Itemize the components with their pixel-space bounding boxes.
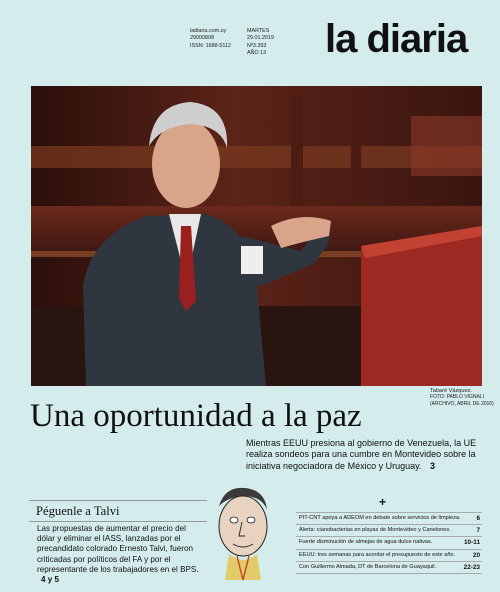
index-item-page: 6 bbox=[476, 515, 480, 522]
caption-archive: (ARCHIVO, ABRIL DE 2016) bbox=[430, 400, 494, 407]
index-item-page: 22-23 bbox=[463, 563, 480, 571]
index-item-text: EEUU: tres semanas para acordar el presupuesto de este año. bbox=[299, 551, 456, 558]
index-item-text: PIT-CNT apoya a ADEOM en debate sobre servicios de limpieza. bbox=[299, 515, 461, 521]
index-item[interactable] bbox=[296, 525, 482, 537]
index-item[interactable] bbox=[296, 562, 482, 574]
index-item-text: Alerta: cianobacterias en playas de Montevideo y Canelones. bbox=[299, 527, 451, 534]
masthead-date bbox=[247, 28, 274, 58]
issn-text: ISSN: 1688-5112 bbox=[190, 42, 231, 49]
index-item[interactable] bbox=[296, 512, 482, 525]
secondary-story-text bbox=[37, 524, 202, 585]
lede-page-ref[interactable]: 3 bbox=[429, 460, 435, 471]
date-text: 29.01.2019 bbox=[247, 35, 274, 42]
index-item-page: 10-11 bbox=[464, 539, 480, 547]
caption-name: Tabaré Vázquez. bbox=[430, 388, 472, 394]
secondary-body: Las propuestas de aumentar el precio del dólar y eliminar el IASS, lanzadas por el precandidato colorado Ernesto Talvi, fueron criticadas por políticos del FA y por el representante de los trabajadores en el BPS. bbox=[37, 524, 199, 574]
secondary-page-ref[interactable]: 4 y 5 bbox=[41, 575, 60, 585]
phone-text: 29000808 bbox=[190, 35, 214, 42]
index-item-text: Con Guillermo Almada, DT de Barcelona de Guayaquil. bbox=[299, 563, 437, 570]
lede-text: Mientras EEUU presiona al gobierno de Venezuela, la UE realiza sondeos para una cumbre en Montevideo sobre la iniciativa negociadora de México y Uruguay. bbox=[246, 438, 477, 471]
masthead-contact bbox=[190, 28, 231, 50]
photo-illustration bbox=[31, 86, 482, 386]
main-headline[interactable]: Una oportunidad a la paz bbox=[30, 398, 362, 434]
main-lede bbox=[246, 438, 486, 472]
issue-number: Nº3.393 bbox=[247, 42, 267, 49]
index-item-page: 7 bbox=[476, 527, 480, 535]
caption-credit: FOTO: PABLO VIGNALI bbox=[430, 394, 484, 401]
year-text: AÑO 13 bbox=[247, 50, 267, 57]
weekday-text: MARTES bbox=[247, 28, 270, 34]
index-item-text: Fuerte disminución de almejas de agua dulce nativas. bbox=[299, 539, 433, 546]
secondary-story-header bbox=[29, 500, 207, 522]
newspaper-logo: la diaria bbox=[325, 17, 468, 61]
index-item-page: 20 bbox=[472, 551, 480, 559]
index-item[interactable] bbox=[296, 537, 482, 549]
secondary-headline[interactable]: Péguenle a Talvi bbox=[36, 504, 120, 518]
website-text[interactable]: ladiaria.com.uy bbox=[190, 28, 227, 34]
index-item[interactable] bbox=[296, 550, 482, 562]
index-list bbox=[296, 512, 482, 574]
photo-caption bbox=[430, 388, 494, 407]
main-photo bbox=[31, 86, 482, 386]
caricature-illustration bbox=[207, 484, 275, 582]
index-marker: + bbox=[379, 495, 387, 509]
